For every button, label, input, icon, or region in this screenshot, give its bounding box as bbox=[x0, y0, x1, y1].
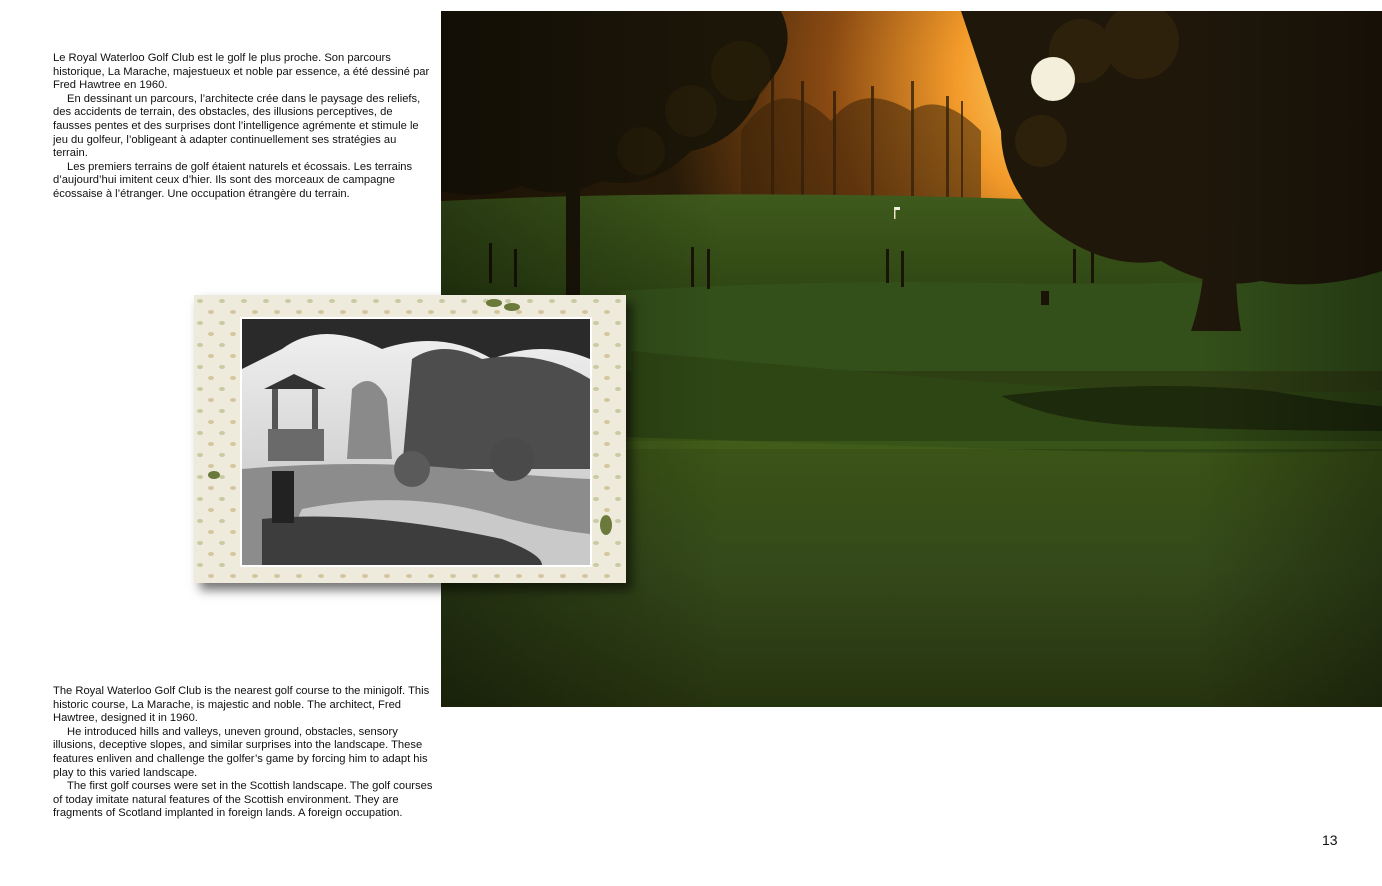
french-paragraph-3: Les premiers terrains de golf étaient naturels et écossais. Les terrains d’aujourd’hui imitent ceux d’hier. Ils sont des morceaux de campagne écossaise à l’étranger. Une occupation étrangère du terrain. bbox=[53, 160, 413, 200]
french-text-block bbox=[53, 52, 433, 202]
french-paragraph-1: Le Royal Waterloo Golf Club est le golf le plus proche. Son parcours historique, La Marache, majestueux et noble par essence, a été dessiné par Fred Hawtree en 1960. bbox=[53, 52, 430, 92]
english-text-block bbox=[53, 685, 433, 821]
french-paragraph-2: En dessinant un parcours, l’architecte crée dans le paysage des reliefs, des accidents de terrain, des obstacles, des illusions perceptives, de fausses pentes et des surprises dont l’intelligence agrémente et stimule le jeu du golfeur, l’obligeant à adapter continuellement ses stratégies au terrain. bbox=[53, 92, 421, 160]
english-paragraph-1: The Royal Waterloo Golf Club is the nearest golf course to the minigolf. This historic course, La Marache, is majestic and noble. The architect, Fred Hawtree, designed it in 1960. bbox=[53, 685, 430, 725]
english-paragraph-2: He introduced hills and valleys, uneven ground, obstacles, sensory illusions, deceptive slopes, and similar surprises into the landscape. These features enliven and challenge the golfer’s game by forcing him to adapt his play to this varied landscape. bbox=[53, 725, 428, 779]
page-number: 13 bbox=[1322, 832, 1338, 848]
english-paragraph-3: The first golf courses were set in the Scottish landscape. The golf courses of today imitate natural features of the Scottish environment. They are fragments of Scotland implanted in foreign lands. A foreign occupation. bbox=[53, 780, 433, 820]
vintage-minigolf-photo bbox=[194, 295, 626, 583]
